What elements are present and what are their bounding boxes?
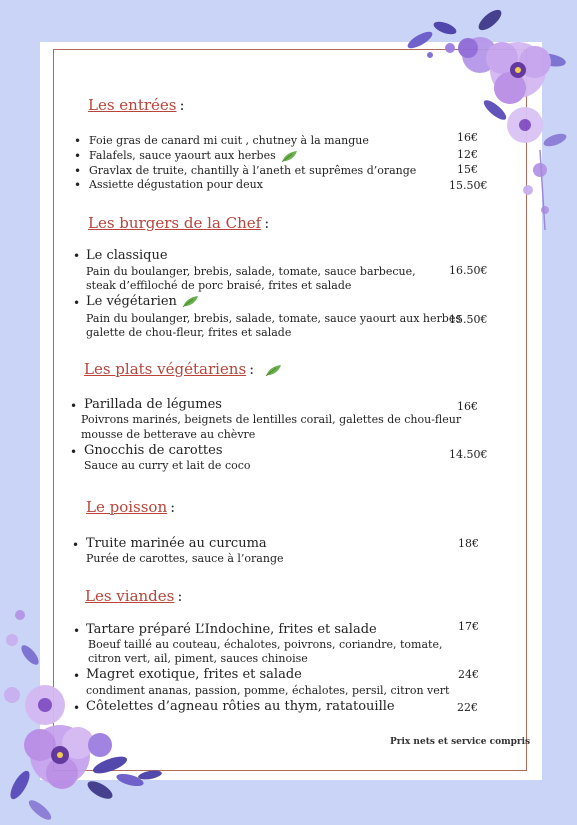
section-title-entrees — [88, 96, 185, 114]
dish-name: Magret exotique, frites et salade — [86, 667, 302, 682]
section-title-viandes — [85, 587, 182, 605]
vegetarian-leaf-icon — [181, 295, 199, 308]
bullet: • — [73, 701, 81, 715]
section-title-burgers — [88, 214, 269, 232]
bullet: • — [73, 296, 81, 310]
dish-description: condiment ananas, passion, pomme, échalotes, persil, citron vert — [86, 684, 450, 697]
bullet: • — [73, 624, 81, 638]
section-title-colon: : — [170, 498, 176, 516]
bullet: • — [73, 249, 81, 263]
dish-price: 14.50€ — [449, 448, 488, 461]
dish-description: Boeuf taillé au couteau, échalotes, poivrons, coriandre, tomate, — [88, 638, 443, 651]
section-title-colon: : — [177, 587, 183, 605]
dish-name: Côtelettes d’agneau rôties au thym, ratatouille — [86, 699, 395, 714]
dish-name: Gnocchis de carottes — [84, 443, 223, 458]
dish-name: Foie gras de canard mi cuit , chutney à la mangue — [89, 134, 369, 147]
section-title-text: Le poisson — [86, 498, 168, 516]
vegetarian-leaf-icon — [264, 364, 282, 377]
section-title-text: Les burgers de la Chef — [88, 214, 262, 232]
section-title-colon: : — [249, 360, 255, 378]
bullet: • — [74, 164, 82, 178]
footer-note: Prix nets et service compris — [390, 737, 531, 747]
dish-price: 16€ — [457, 400, 478, 413]
dish-description: Poivrons marinés, beignets de lentilles corail, galettes de chou-fleur — [81, 413, 462, 426]
section-title-text: Les entrées — [88, 96, 177, 114]
section-title-text: Les plats végétariens — [84, 360, 247, 378]
dish-name: Le classique — [86, 248, 168, 263]
vegetarian-leaf-icon — [280, 150, 298, 163]
dish-description: Sauce au curry et lait de coco — [84, 459, 251, 472]
flower-decoration-top-right — [390, 0, 577, 240]
bullet: • — [74, 178, 82, 192]
section-title-text: Les viandes — [85, 587, 175, 605]
dish-name-text: Falafels, sauce yaourt aux herbes — [89, 149, 276, 162]
dish-description: Pain du boulanger, brebis, salade, tomate, sauce barbecue, — [86, 265, 416, 278]
dish-description: citron vert, ail, piment, sauces chinoise — [88, 652, 308, 665]
dish-price: 18€ — [458, 537, 479, 550]
dish-price: 15.50€ — [449, 313, 488, 326]
dish-name: Assiette dégustation pour deux — [89, 178, 263, 191]
section-title-poisson — [86, 498, 175, 516]
bullet: • — [74, 134, 82, 148]
dish-name: Tartare préparé L’Indochine, frites et salade — [86, 622, 377, 637]
dish-name-text: Le végétarien — [86, 294, 177, 309]
dish-price: 17€ — [458, 620, 479, 633]
dish-price: 12€ — [457, 148, 478, 161]
bullet: • — [70, 445, 78, 459]
bullet: • — [73, 669, 81, 683]
bullet: • — [70, 399, 78, 413]
dish-price: 15.50€ — [449, 179, 488, 192]
dish-description: Purée de carottes, sauce à l’orange — [86, 552, 284, 565]
dish-description: mousse de betterave au chèvre — [81, 428, 256, 441]
section-title-colon: : — [179, 96, 185, 114]
dish-description: steak d’effiloché de porc braisé, frites et salade — [86, 279, 352, 292]
dish-name: Parillada de légumes — [84, 397, 222, 412]
dish-price: 15€ — [457, 163, 478, 176]
bullet: • — [72, 538, 80, 552]
dish-price: 16.50€ — [449, 264, 488, 277]
dish-name — [89, 149, 298, 163]
bullet: • — [74, 149, 82, 163]
dish-name: Truite marinée au curcuma — [86, 536, 267, 551]
dish-price: 22€ — [457, 701, 478, 714]
section-title-vegetariens — [84, 360, 282, 378]
dish-description: galette de chou-fleur, frites et salade — [86, 326, 292, 339]
dish-name — [86, 294, 199, 309]
dish-description: Pain du boulanger, brebis, salade, tomate, sauce yaourt aux herbes — [86, 312, 461, 325]
dish-price: 24€ — [458, 668, 479, 681]
section-title-colon: : — [264, 214, 270, 232]
dish-name: Gravlax de truite, chantilly à l’aneth et suprêmes d’orange — [89, 164, 417, 177]
dish-price: 16€ — [457, 131, 478, 144]
